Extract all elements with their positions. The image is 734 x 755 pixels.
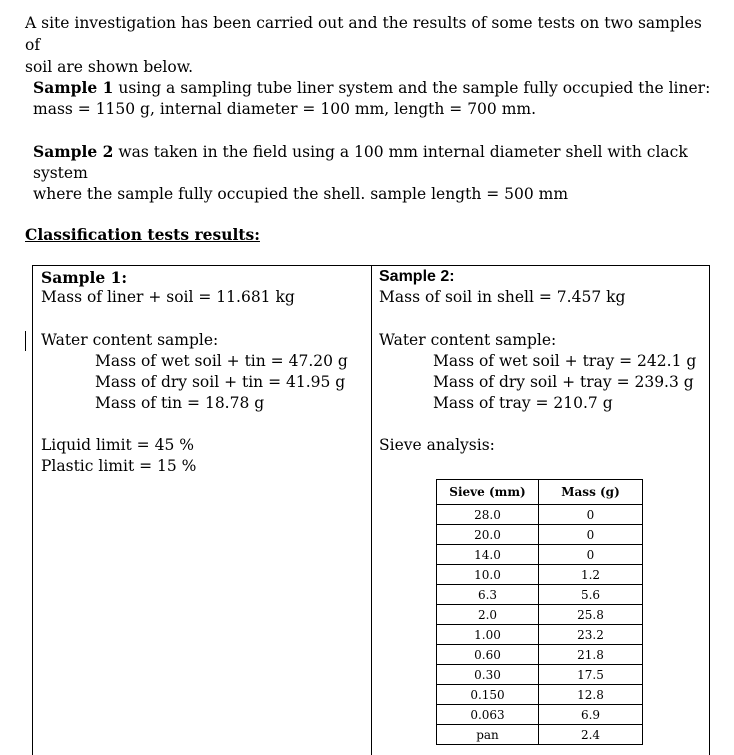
sample2-wc-title: Water content sample: xyxy=(379,331,557,349)
sample2-title: Sample 2: xyxy=(379,268,455,285)
sample1-wc-tin: Mass of tin = 18.78 g xyxy=(95,394,265,412)
table-row xyxy=(437,565,643,585)
sieve-mass: 17.5 xyxy=(539,665,643,685)
sample2-wc-wet: Mass of wet soil + tray = 242.1 g xyxy=(433,352,697,370)
sample1-wc-wet: Mass of wet soil + tin = 47.20 g xyxy=(95,352,348,370)
sieve-size: 28.0 xyxy=(437,505,539,525)
sieve-mass: 0 xyxy=(539,525,643,545)
sieve-analysis-title: Sieve analysis: xyxy=(379,436,495,454)
sieve-header-size: Sieve (mm) xyxy=(437,480,539,505)
sieve-mass: 21.8 xyxy=(539,645,643,665)
text-cursor xyxy=(25,331,26,351)
column-divider xyxy=(371,266,372,755)
sieve-mass: 25.8 xyxy=(539,605,643,625)
sieve-size: 14.0 xyxy=(437,545,539,565)
sieve-mass: 23.2 xyxy=(539,625,643,645)
intro-paragraph xyxy=(25,12,715,78)
classification-heading: Classification tests results: xyxy=(25,225,260,244)
intro-line-1: A site investigation has been carried out and the results of some tests on two samples of xyxy=(25,14,702,54)
sample1-liquid-limit: Liquid limit = 45 % xyxy=(41,436,194,454)
table-row xyxy=(437,625,643,645)
table-row xyxy=(437,545,643,565)
table-row xyxy=(437,505,643,525)
sieve-mass: 12.8 xyxy=(539,685,643,705)
sample1-desc-line-1-rest: using a sampling tube liner system and the sample fully occupied the liner: xyxy=(113,79,711,97)
sieve-header-row xyxy=(437,480,643,505)
sieve-mass: 1.2 xyxy=(539,565,643,585)
sieve-mass: 0 xyxy=(539,545,643,565)
sieve-size: 0.60 xyxy=(437,645,539,665)
sieve-size: 0.30 xyxy=(437,665,539,685)
table-row xyxy=(437,725,643,745)
sieve-size: 0.150 xyxy=(437,685,539,705)
sample2-description xyxy=(33,141,723,205)
table-row xyxy=(437,585,643,605)
sample2-desc-line-1-rest: was taken in the field using a 100 mm internal diameter shell with clack system xyxy=(33,143,688,182)
sample1-mass: Mass of liner + soil = 11.681 kg xyxy=(41,288,295,306)
table-row xyxy=(437,645,643,665)
sieve-size: 0.063 xyxy=(437,705,539,725)
sieve-size: 6.3 xyxy=(437,585,539,605)
sample2-wc-dry: Mass of dry soil + tray = 239.3 g xyxy=(433,373,694,391)
sample2-mass: Mass of soil in shell = 7.457 kg xyxy=(379,288,626,306)
sieve-size: pan xyxy=(437,725,539,745)
sieve-size: 1.00 xyxy=(437,625,539,645)
sample1-description xyxy=(33,77,723,120)
sample1-wc-title: Water content sample: xyxy=(41,331,219,349)
sample1-plastic-limit: Plastic limit = 15 % xyxy=(41,457,197,475)
sieve-size: 20.0 xyxy=(437,525,539,545)
sample2-label: Sample 2 xyxy=(33,142,114,161)
sieve-mass: 5.6 xyxy=(539,585,643,605)
sample2-wc-tray: Mass of tray = 210.7 g xyxy=(433,394,613,412)
sample1-desc-line-1 xyxy=(33,77,723,99)
sample2-desc-line-1 xyxy=(33,141,723,184)
sample1-desc-line-2: mass = 1150 g, internal diameter = 100 mm, length = 700 mm. xyxy=(33,100,537,118)
sieve-mass: 0 xyxy=(539,505,643,525)
sample1-title: Sample 1: xyxy=(41,268,128,287)
sieve-mass: 2.4 xyxy=(539,725,643,745)
table-row xyxy=(437,605,643,625)
sieve-size: 2.0 xyxy=(437,605,539,625)
sieve-header-mass: Mass (g) xyxy=(539,480,643,505)
table-row xyxy=(437,525,643,545)
sample1-label: Sample 1 xyxy=(33,78,114,97)
intro-line-2: soil are shown below. xyxy=(25,58,194,76)
table-row xyxy=(437,685,643,705)
sieve-mass: 6.9 xyxy=(539,705,643,725)
table-row xyxy=(437,705,643,725)
sieve-size: 10.0 xyxy=(437,565,539,585)
table-row xyxy=(437,665,643,685)
sieve-table xyxy=(436,479,643,745)
sample2-desc-line-2: where the sample fully occupied the shell. sample length = 500 mm xyxy=(33,185,569,203)
sample1-wc-dry: Mass of dry soil + tin = 41.95 g xyxy=(95,373,346,391)
